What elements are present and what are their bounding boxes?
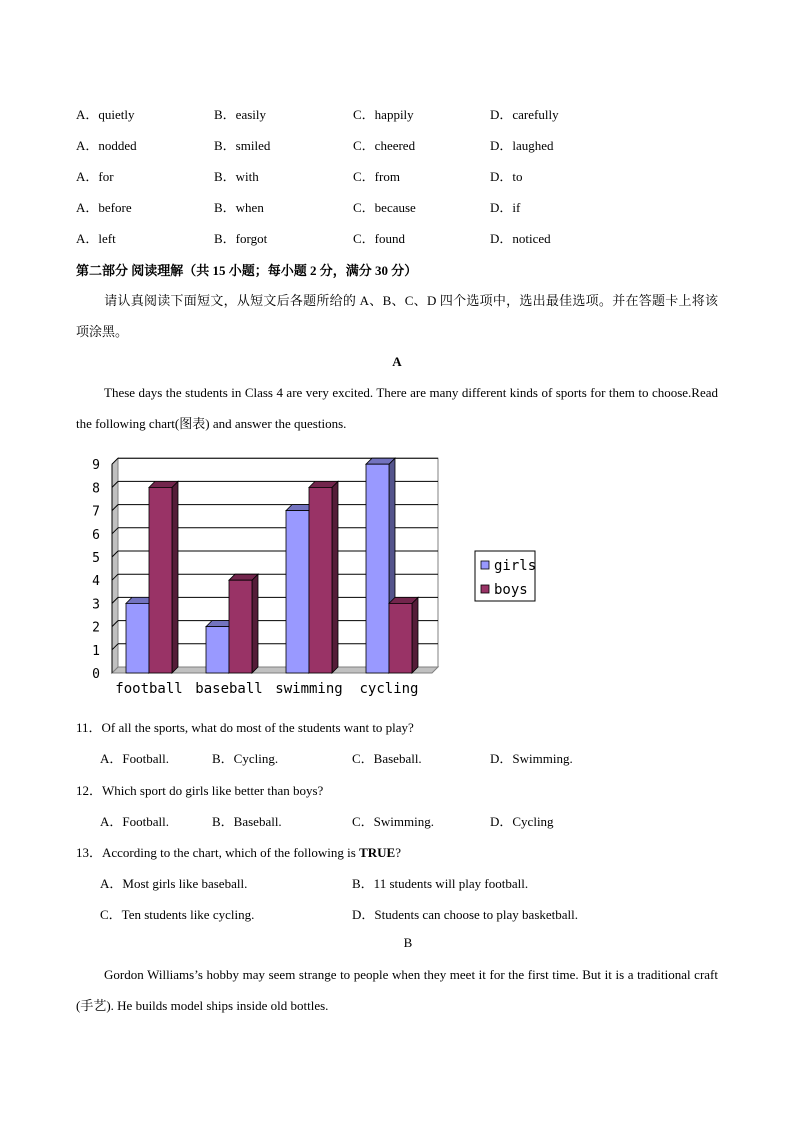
- option-d: D．laughed: [490, 138, 554, 153]
- x-tick-label: football: [115, 681, 183, 697]
- option-b: B．11 students will play football.: [352, 876, 529, 891]
- option-d: D．Students can choose to play basketball.: [352, 907, 579, 922]
- legend-label: boys: [494, 582, 528, 598]
- passage-b-body: Gordon Williams’s hobby may seem strange to people when they meet it for the first time. But it is a traditional craft (手艺). He builds model ships inside old bottles.: [76, 967, 718, 1013]
- y-tick-label: 0: [92, 667, 100, 682]
- y-tick-label: 4: [92, 574, 100, 590]
- option-c: C．Baseball.: [352, 751, 422, 766]
- option-a: A．for: [76, 169, 114, 184]
- x-tick-label: baseball: [195, 681, 263, 697]
- option-a: A．before: [76, 200, 132, 215]
- instruction-text: 请认真阅读下面短文，从短文后各题所给的 A、B、C、D 四个选项中，选出最佳选项。并在答题卡上将该项涂黑。: [76, 293, 718, 339]
- bar-boys-swimming: [309, 487, 332, 673]
- passage-a-body: These days the students in Class 4 are very excited. There are many different kinds of sports for them to choose.Read the following chart(图表) and answer the questions.: [76, 385, 718, 431]
- option-d: D．noticed: [490, 231, 551, 246]
- x-tick-label: swimming: [275, 681, 343, 697]
- bar-side: [412, 597, 418, 673]
- question-row: [76, 197, 716, 215]
- option-c: C．because: [353, 200, 416, 215]
- y-tick-label: 9: [92, 458, 100, 474]
- legend-swatch: [481, 585, 489, 593]
- question-stem-emphasis: TRUE: [359, 845, 396, 860]
- legend-label: girls: [494, 558, 537, 574]
- sports-bar-chart: [80, 448, 640, 708]
- question-options: [100, 811, 720, 829]
- option-c: C．cheered: [353, 138, 416, 153]
- option-a: A．left: [76, 231, 116, 246]
- question-row: [76, 135, 716, 153]
- y-tick-label: 3: [92, 597, 100, 613]
- x-tick-label: cycling: [359, 681, 419, 697]
- bar-boys-cycling: [389, 603, 412, 673]
- option-d: D．if: [490, 200, 521, 215]
- question-row: [76, 104, 716, 122]
- option-b: B．smiled: [214, 138, 271, 153]
- question-number-options-a: A．quietly: [76, 107, 135, 122]
- bar-side: [172, 481, 178, 673]
- option-a: A．Football.: [100, 814, 169, 829]
- option-b: B．Cycling.: [212, 751, 279, 766]
- passage-a-text: [76, 377, 718, 439]
- section-heading: 第二部分 阅读理解（共 15 小题；每小题 2 分，满分 30 分）: [76, 263, 418, 278]
- option-d: D．Swimming.: [490, 751, 573, 766]
- question-stem: 11．Of all the sports, what do most of the students want to play?: [76, 720, 414, 735]
- chart-plot: [92, 458, 536, 697]
- passage-b-text: [76, 959, 718, 1021]
- option-b: B．when: [214, 200, 264, 215]
- y-tick-label: 1: [92, 643, 100, 659]
- option-b: B．forgot: [214, 231, 268, 246]
- option-c: C．Ten students like cycling.: [100, 907, 255, 922]
- bar-girls-baseball: [206, 627, 229, 673]
- y-tick-label: 8: [92, 481, 100, 497]
- bar-side: [252, 574, 258, 673]
- question-stem: [76, 842, 401, 861]
- question-row: [76, 228, 716, 246]
- option-a: A．Football.: [100, 751, 169, 766]
- section-instruction: [76, 285, 718, 347]
- question-stem-text: 13．According to the chart, which of the following is: [76, 845, 360, 860]
- passage-label: A: [392, 354, 402, 369]
- option-a: A．nodded: [76, 138, 137, 153]
- chart-side-wall: [112, 458, 118, 673]
- question-stem: 12．Which sport do girls like better than boys?: [76, 783, 324, 798]
- legend-swatch: [481, 561, 489, 569]
- passage-label: B: [403, 935, 413, 950]
- option-d: D．carefully: [490, 107, 559, 122]
- y-tick-label: 7: [92, 504, 100, 520]
- question-row: [76, 166, 716, 184]
- option-a: A．Most girls like baseball.: [100, 876, 248, 891]
- bar-side: [332, 481, 338, 673]
- question-stem-end: ?: [395, 845, 401, 860]
- option-b: B．with: [214, 169, 259, 184]
- bar-boys-football: [149, 487, 172, 673]
- y-tick-label: 5: [92, 551, 100, 566]
- option-d: D．Cycling: [490, 814, 554, 829]
- bar-boys-baseball: [229, 580, 252, 673]
- bar-girls-football: [126, 603, 149, 673]
- option-c: C．Swimming.: [352, 814, 434, 829]
- option-b: B．easily: [214, 107, 266, 122]
- option-c: C．from: [353, 169, 400, 184]
- bar-girls-swimming: [286, 511, 309, 673]
- option-d: D．to: [490, 169, 523, 184]
- y-tick-label: 2: [92, 620, 100, 636]
- option-c: C．happily: [353, 107, 414, 122]
- option-b: B．Baseball.: [212, 814, 282, 829]
- question-options: [100, 748, 720, 766]
- option-c: C．found: [353, 231, 406, 246]
- bar-girls-cycling: [366, 464, 389, 673]
- y-tick-label: 6: [92, 527, 100, 543]
